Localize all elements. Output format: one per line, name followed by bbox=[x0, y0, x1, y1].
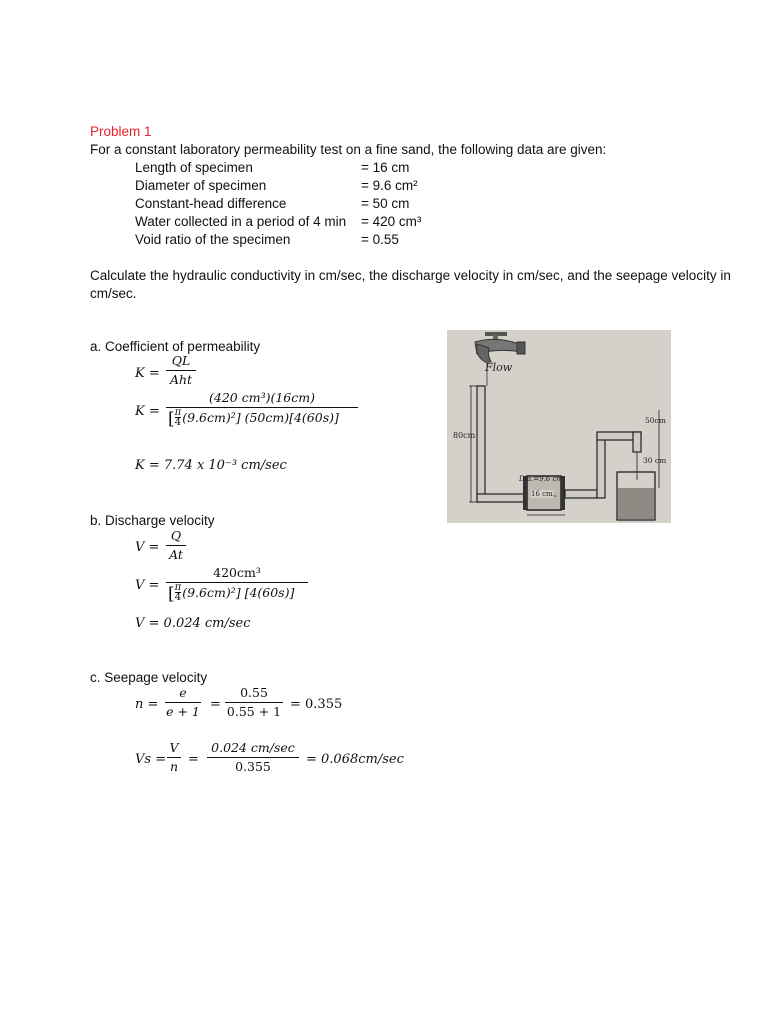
given-label: Void ratio of the specimen bbox=[135, 232, 291, 247]
k-formula-fraction bbox=[166, 352, 196, 389]
problem-title: Problem 1 bbox=[90, 124, 152, 139]
question-line-2: cm/sec. bbox=[90, 286, 137, 301]
vs-lhs: Vs = bbox=[135, 752, 167, 767]
given-label: Length of specimen bbox=[135, 160, 253, 175]
n-substituted-denominator: 0.55 + 1 bbox=[226, 704, 282, 719]
n-formula-fraction bbox=[165, 684, 201, 721]
v-substituted-numerator: 420cm³ bbox=[213, 565, 261, 580]
v-formula-numerator: Q bbox=[170, 528, 182, 543]
vs-result: = 0.068cm/sec bbox=[306, 752, 404, 767]
k-lhs: K = bbox=[135, 404, 160, 419]
flow-label: Flow bbox=[485, 361, 513, 374]
given-value: = 16 cm bbox=[361, 160, 410, 175]
v-substituted-fraction bbox=[166, 564, 308, 603]
vs-formula-numerator: V bbox=[169, 740, 179, 755]
given-value: = 9.6 cm² bbox=[361, 178, 418, 193]
k-substituted-numerator: (420 cm³)(16cm) bbox=[209, 390, 315, 405]
vs-substituted-numerator: 0.024 cm/sec bbox=[211, 740, 295, 755]
v-substituted-denominator: [ $\frac{\pi}{4}$ (9.6cm)²] [4(60s)] bbox=[168, 582, 295, 604]
question-line-1: Calculate the hydraulic conductivity in cm/sec, the discharge velocity in cm/sec, and the seepage velocity in bbox=[90, 268, 731, 283]
given-value: = 420 cm³ bbox=[361, 214, 422, 229]
k-result: K = 7.74 x 10⁻³ cm/sec bbox=[135, 458, 287, 473]
n-formula-numerator: e bbox=[179, 685, 187, 700]
length-label: 16 cm bbox=[531, 490, 553, 498]
v-result: V = 0.024 cm/sec bbox=[135, 616, 251, 631]
equals-sign: = bbox=[210, 697, 221, 712]
vs-formula-denominator: n bbox=[169, 759, 179, 774]
v-lhs: V = bbox=[135, 540, 160, 555]
vs-substituted-denominator: 0.355 bbox=[235, 759, 271, 774]
k-substituted-fraction bbox=[166, 389, 358, 428]
n-lhs: n = bbox=[135, 697, 159, 712]
vs-formula-fraction bbox=[167, 739, 181, 776]
k-formula-denominator: Aht bbox=[169, 372, 193, 387]
v-formula-fraction bbox=[166, 527, 186, 564]
given-value: = 0.55 bbox=[361, 232, 399, 247]
diameter-label: Dia.=9.6 cm bbox=[519, 475, 564, 483]
height-label: 80cm bbox=[453, 431, 476, 440]
part-a-heading: a. Coefficient of permeability bbox=[90, 339, 261, 354]
permeameter-diagram bbox=[447, 330, 671, 523]
vs-substituted-fraction bbox=[207, 739, 299, 776]
part-c-heading: c. Seepage velocity bbox=[90, 670, 208, 685]
equals-sign: = bbox=[188, 752, 199, 767]
part-b-heading: b. Discharge velocity bbox=[90, 513, 215, 528]
given-value: = 50 cm bbox=[361, 196, 410, 211]
n-formula-denominator: e + 1 bbox=[166, 704, 200, 719]
intro-text: For a constant laboratory permeability test on a fine sand, the following data are given: bbox=[90, 142, 607, 157]
k-formula-numerator: QL bbox=[171, 353, 191, 368]
n-result: = 0.355 bbox=[290, 697, 343, 712]
v-formula-denominator: At bbox=[169, 547, 183, 562]
outlet-label: 30 cm bbox=[643, 456, 667, 465]
head-label: 50cm bbox=[645, 416, 666, 425]
permeameter-figure bbox=[447, 330, 671, 523]
given-label: Water collected in a period of 4 min bbox=[135, 214, 347, 229]
n-substituted-fraction bbox=[225, 684, 283, 721]
given-label: Diameter of specimen bbox=[135, 178, 267, 193]
v-lhs: V = bbox=[135, 578, 160, 593]
given-label: Constant-head difference bbox=[135, 196, 287, 211]
k-lhs: K = bbox=[135, 366, 160, 381]
n-substituted-numerator: 0.55 bbox=[240, 685, 268, 700]
k-substituted-denominator: [ $\frac{\pi}{4}$ (9.6cm)²] (50cm)[4(60s)] bbox=[168, 407, 339, 429]
